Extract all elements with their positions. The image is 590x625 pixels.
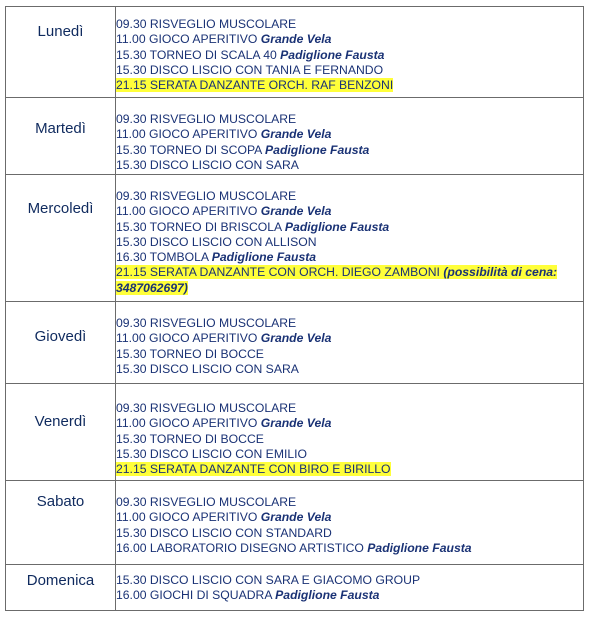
event-content — [116, 588, 379, 602]
day-cell — [6, 175, 116, 302]
event-item — [116, 189, 583, 204]
event-item — [116, 265, 583, 296]
event-content — [116, 17, 296, 31]
event-text: 15.30 DISCO LISCIO CON STANDARD — [116, 525, 332, 540]
events-cell — [116, 302, 584, 384]
day-row — [6, 481, 584, 565]
day-cell — [6, 7, 116, 98]
event-item — [116, 112, 583, 127]
event-venue: Grande Vela — [260, 416, 332, 431]
event-item — [116, 127, 583, 142]
event-venue: Grande Vela — [260, 127, 332, 142]
event-content — [116, 112, 296, 126]
event-text: 11.00 GIOCO APERITIVO — [116, 331, 258, 346]
event-venue: Grande Vela — [260, 204, 332, 219]
event-text: 21.15 SERATA DANZANTE CON BIRO E BIRILLO — [116, 462, 391, 477]
event-venue: Grande Vela — [260, 32, 332, 47]
day-name: Lunedì — [37, 23, 84, 40]
day-row — [6, 7, 584, 98]
event-item — [116, 63, 583, 78]
event-item — [116, 235, 583, 250]
event-item — [116, 17, 583, 32]
day-cell — [6, 384, 116, 481]
event-content — [116, 416, 331, 430]
day-name: Giovedì — [34, 328, 87, 345]
events-cell — [116, 481, 584, 565]
event-content — [116, 235, 317, 249]
event-content — [116, 316, 296, 330]
event-text: 11.00 GIOCO APERITIVO — [116, 204, 258, 219]
event-item — [116, 510, 583, 525]
event-content — [116, 362, 299, 376]
event-text: 09.30 RISVEGLIO MUSCOLARE — [116, 495, 297, 509]
event-content — [116, 347, 264, 361]
event-venue: Padiglione Fausta — [284, 219, 390, 234]
event-item — [116, 416, 583, 431]
event-item — [116, 588, 583, 603]
event-item — [116, 32, 583, 47]
event-content — [116, 127, 331, 141]
event-text: 15.30 DISCO LISCIO CON TANIA E FERNANDO — [116, 62, 384, 77]
event-content — [116, 573, 420, 587]
event-content — [116, 32, 331, 46]
event-content — [116, 401, 296, 415]
day-row — [6, 98, 584, 175]
events-cell — [116, 175, 584, 302]
event-text: 16.00 LABORATORIO DISEGNO ARTISTICO — [116, 540, 364, 555]
event-item — [116, 495, 583, 510]
event-venue: Grande Vela — [260, 510, 332, 525]
event-content — [116, 143, 369, 157]
day-row — [6, 302, 584, 384]
event-content — [116, 495, 296, 509]
event-text: 09.30 RISVEGLIO MUSCOLARE — [116, 316, 297, 330]
event-text: 15.30 TORNEO DI BRISCOLA — [116, 219, 282, 234]
event-item — [116, 316, 583, 331]
event-content — [116, 63, 383, 77]
event-item — [116, 401, 583, 416]
event-text: 15.30 DISCO LISCIO CON SARA — [116, 157, 299, 172]
event-item — [116, 143, 583, 158]
event-text: 16.00 GIOCHI DI SQUADRA — [116, 588, 272, 603]
event-item — [116, 541, 583, 556]
schedule-body — [6, 7, 584, 611]
event-venue: Grande Vela — [260, 331, 332, 346]
event-venue: Padiglione Fausta — [265, 142, 370, 157]
event-item — [116, 447, 583, 462]
event-item — [116, 573, 583, 588]
event-item — [116, 362, 583, 377]
event-text: 15.30 DISCO LISCIO CON SARA — [116, 361, 299, 376]
event-item — [116, 432, 583, 447]
event-text: 11.00 GIOCO APERITIVO — [116, 510, 258, 525]
event-text: 21.15 SERATA DANZANTE CON ORCH. DIEGO ZAMBONI — [116, 265, 440, 280]
day-cell — [6, 565, 116, 611]
event-item — [116, 220, 583, 235]
event-text: 09.30 RISVEGLIO MUSCOLARE — [116, 17, 297, 31]
day-name: Domenica — [26, 572, 95, 589]
event-content — [116, 447, 307, 461]
event-item — [116, 204, 583, 219]
event-content — [116, 204, 331, 218]
events-cell — [116, 565, 584, 611]
event-text: 15.30 TORNEO DI SCOPA — [116, 142, 262, 157]
event-content — [116, 541, 472, 555]
event-text: 15.30 DISCO LISCIO CON SARA E GIACOMO GROUP — [116, 573, 421, 587]
day-name: Sabato — [36, 493, 85, 510]
day-cell — [6, 302, 116, 384]
event-content — [116, 331, 331, 345]
event-text: 15.30 TORNEO DI BOCCE — [116, 431, 264, 446]
event-text: 16.30 TOMBOLA — [116, 250, 209, 265]
event-item — [116, 462, 583, 477]
event-content — [116, 189, 296, 203]
schedule-table — [5, 6, 584, 611]
event-item — [116, 158, 583, 173]
highlighted-event — [116, 265, 557, 294]
event-content — [116, 158, 299, 172]
event-venue: (possibilità di cena: 3487062697) — [116, 265, 558, 295]
event-content — [116, 250, 316, 264]
events-cell — [116, 7, 584, 98]
event-venue: Padiglione Fausta — [367, 540, 472, 555]
event-text: 15.30 DISCO LISCIO CON ALLISON — [116, 234, 317, 249]
event-venue: Padiglione Fausta — [275, 588, 380, 603]
event-content — [116, 220, 389, 234]
events-cell — [116, 384, 584, 481]
day-cell — [6, 98, 116, 175]
event-text: 15.30 DISCO LISCIO CON EMILIO — [116, 446, 307, 461]
event-venue: Padiglione Fausta — [211, 250, 317, 265]
event-text: 09.30 RISVEGLIO MUSCOLARE — [116, 112, 297, 126]
day-name: Venerdì — [34, 413, 87, 430]
event-venue: Padiglione Fausta — [280, 47, 385, 62]
day-row — [6, 565, 584, 611]
event-content — [116, 510, 331, 524]
day-row — [6, 175, 584, 302]
event-item — [116, 48, 583, 63]
event-text: 09.30 RISVEGLIO MUSCOLARE — [116, 401, 297, 415]
event-content — [116, 432, 264, 446]
event-item — [116, 526, 583, 541]
event-text: 11.00 GIOCO APERITIVO — [116, 127, 258, 142]
event-content — [116, 48, 384, 62]
day-name: Mercoledì — [27, 200, 94, 217]
events-cell — [116, 98, 584, 175]
event-text: 15.30 TORNEO DI BOCCE — [116, 346, 264, 361]
event-content — [116, 526, 332, 540]
day-cell — [6, 481, 116, 565]
highlighted-event — [116, 78, 393, 92]
event-item — [116, 347, 583, 362]
event-item — [116, 250, 583, 265]
event-text: 11.00 GIOCO APERITIVO — [116, 416, 258, 431]
event-text: 21.15 SERATA DANZANTE ORCH. RAF BENZONI — [116, 78, 394, 93]
day-row — [6, 384, 584, 481]
highlighted-event — [116, 462, 391, 476]
event-text: 15.30 TORNEO DI SCALA 40 — [116, 47, 277, 62]
event-item — [116, 78, 583, 93]
event-text: 09.30 RISVEGLIO MUSCOLARE — [116, 189, 297, 203]
day-name: Martedì — [35, 120, 86, 137]
event-item — [116, 331, 583, 346]
event-text: 11.00 GIOCO APERITIVO — [116, 32, 258, 47]
